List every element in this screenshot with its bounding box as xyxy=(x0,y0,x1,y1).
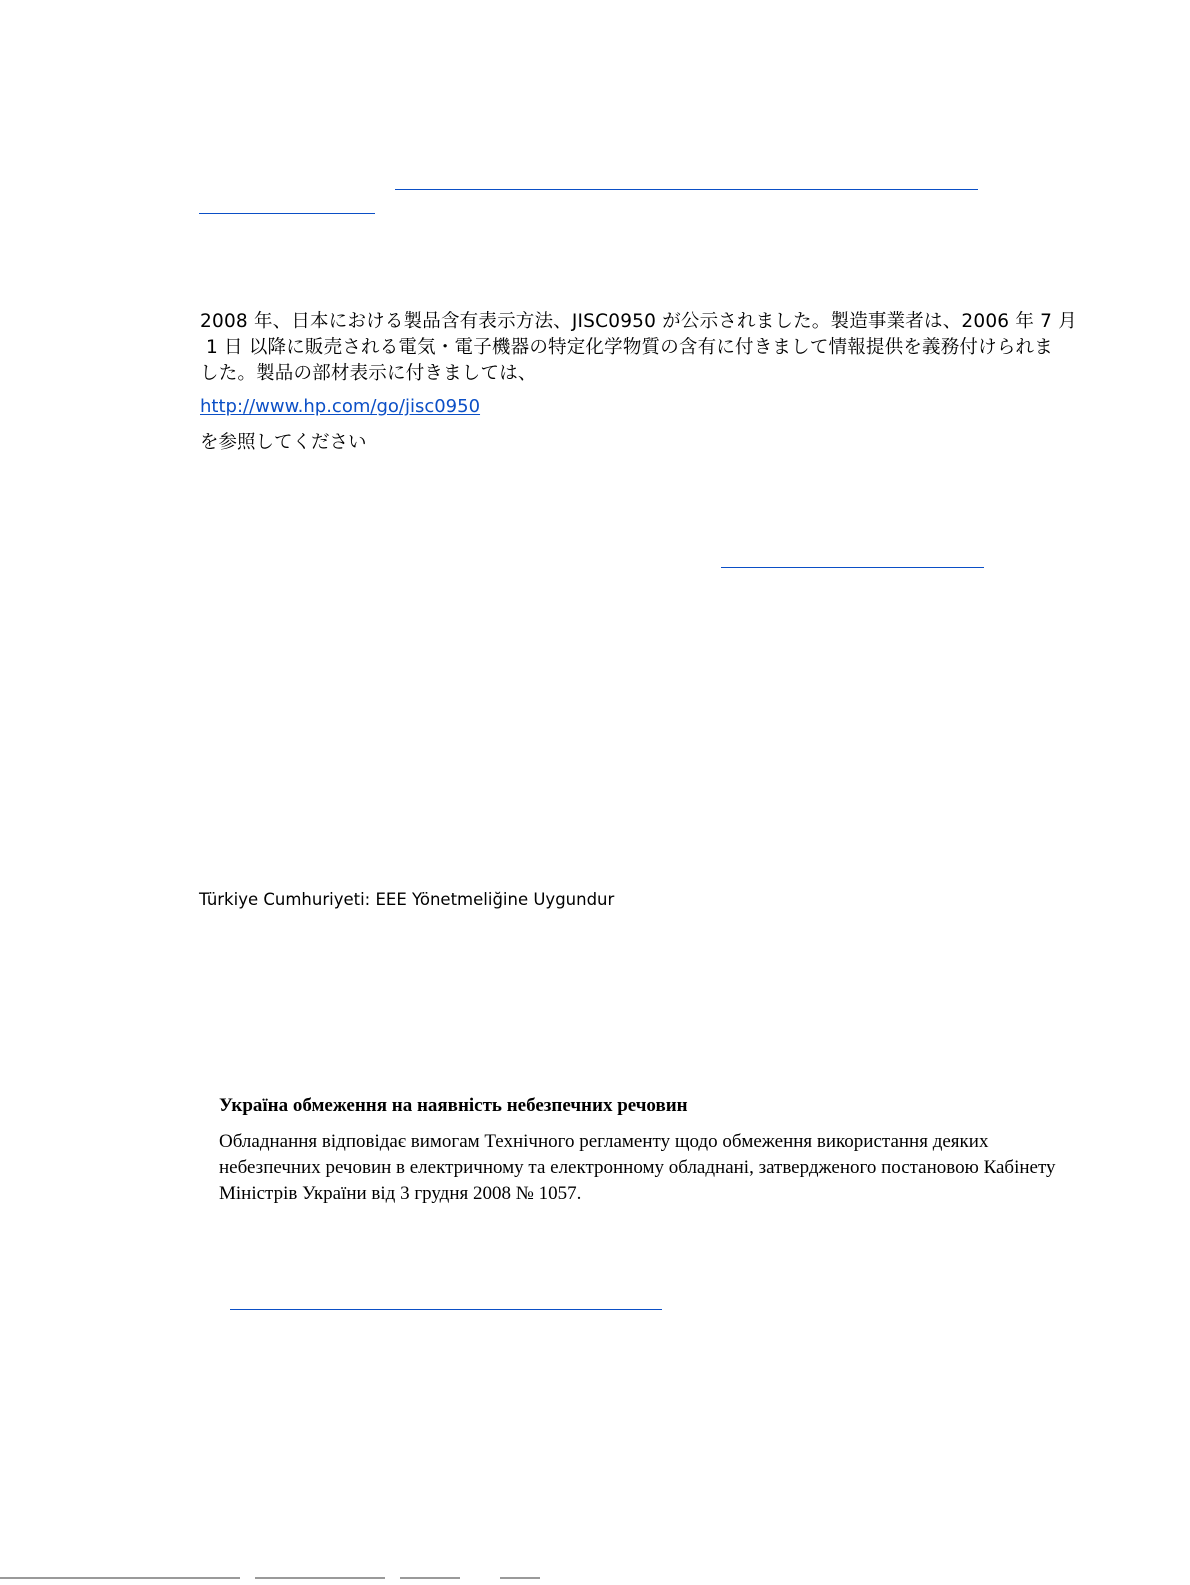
edge-artifact xyxy=(255,1577,385,1579)
link-underline-top-1[interactable] xyxy=(395,189,978,190)
japan-disclosure-paragraph xyxy=(200,309,1100,387)
edge-artifact xyxy=(400,1577,460,1579)
link-underline-middle[interactable] xyxy=(721,567,984,568)
ukraine-body-line-2: небезпечних речовин в електричному та електронному обладнані, затвердженого постановою Кабінету xyxy=(219,1157,1056,1178)
ukraine-section-heading: Україна обмеження на наявність небезпечних речовин xyxy=(219,1095,688,1116)
edge-artifact xyxy=(500,1577,540,1579)
jisc0950-link[interactable]: http://www.hp.com/go/jisc0950 xyxy=(200,396,481,417)
japan-paragraph-line-2: 1 日 以降に販売される電気・電子機器の特定化学物質の含有に付きまして情報提供を義務付けられま xyxy=(206,337,1053,358)
link-underline-top-2[interactable] xyxy=(199,213,375,214)
japan-paragraph-line-1: 2008 年、日本における製品含有表示方法、JISC0950 が公示されました。製造事業者は、2006 年 7 月 xyxy=(200,311,1077,332)
japan-paragraph-line-3: した。製品の部材表示に付きましては、 xyxy=(200,363,537,384)
japan-reference-text: を参照してください xyxy=(200,432,367,453)
ukraine-body-line-1: Обладнання відповідає вимогам Технічного регламенту щодо обмеження використання деяких xyxy=(219,1131,989,1152)
ukraine-body-line-3: Міністрів України від 3 грудня 2008 № 1057. xyxy=(219,1183,582,1204)
link-underline-bottom[interactable] xyxy=(230,1309,662,1310)
edge-artifact xyxy=(0,1577,240,1579)
ukraine-compliance-paragraph xyxy=(219,1129,1099,1207)
turkey-eee-statement: Türkiye Cumhuriyeti: EEE Yönetmeliğine Uygundur xyxy=(199,890,615,909)
page-bottom-edge-artifacts xyxy=(0,1575,1190,1585)
